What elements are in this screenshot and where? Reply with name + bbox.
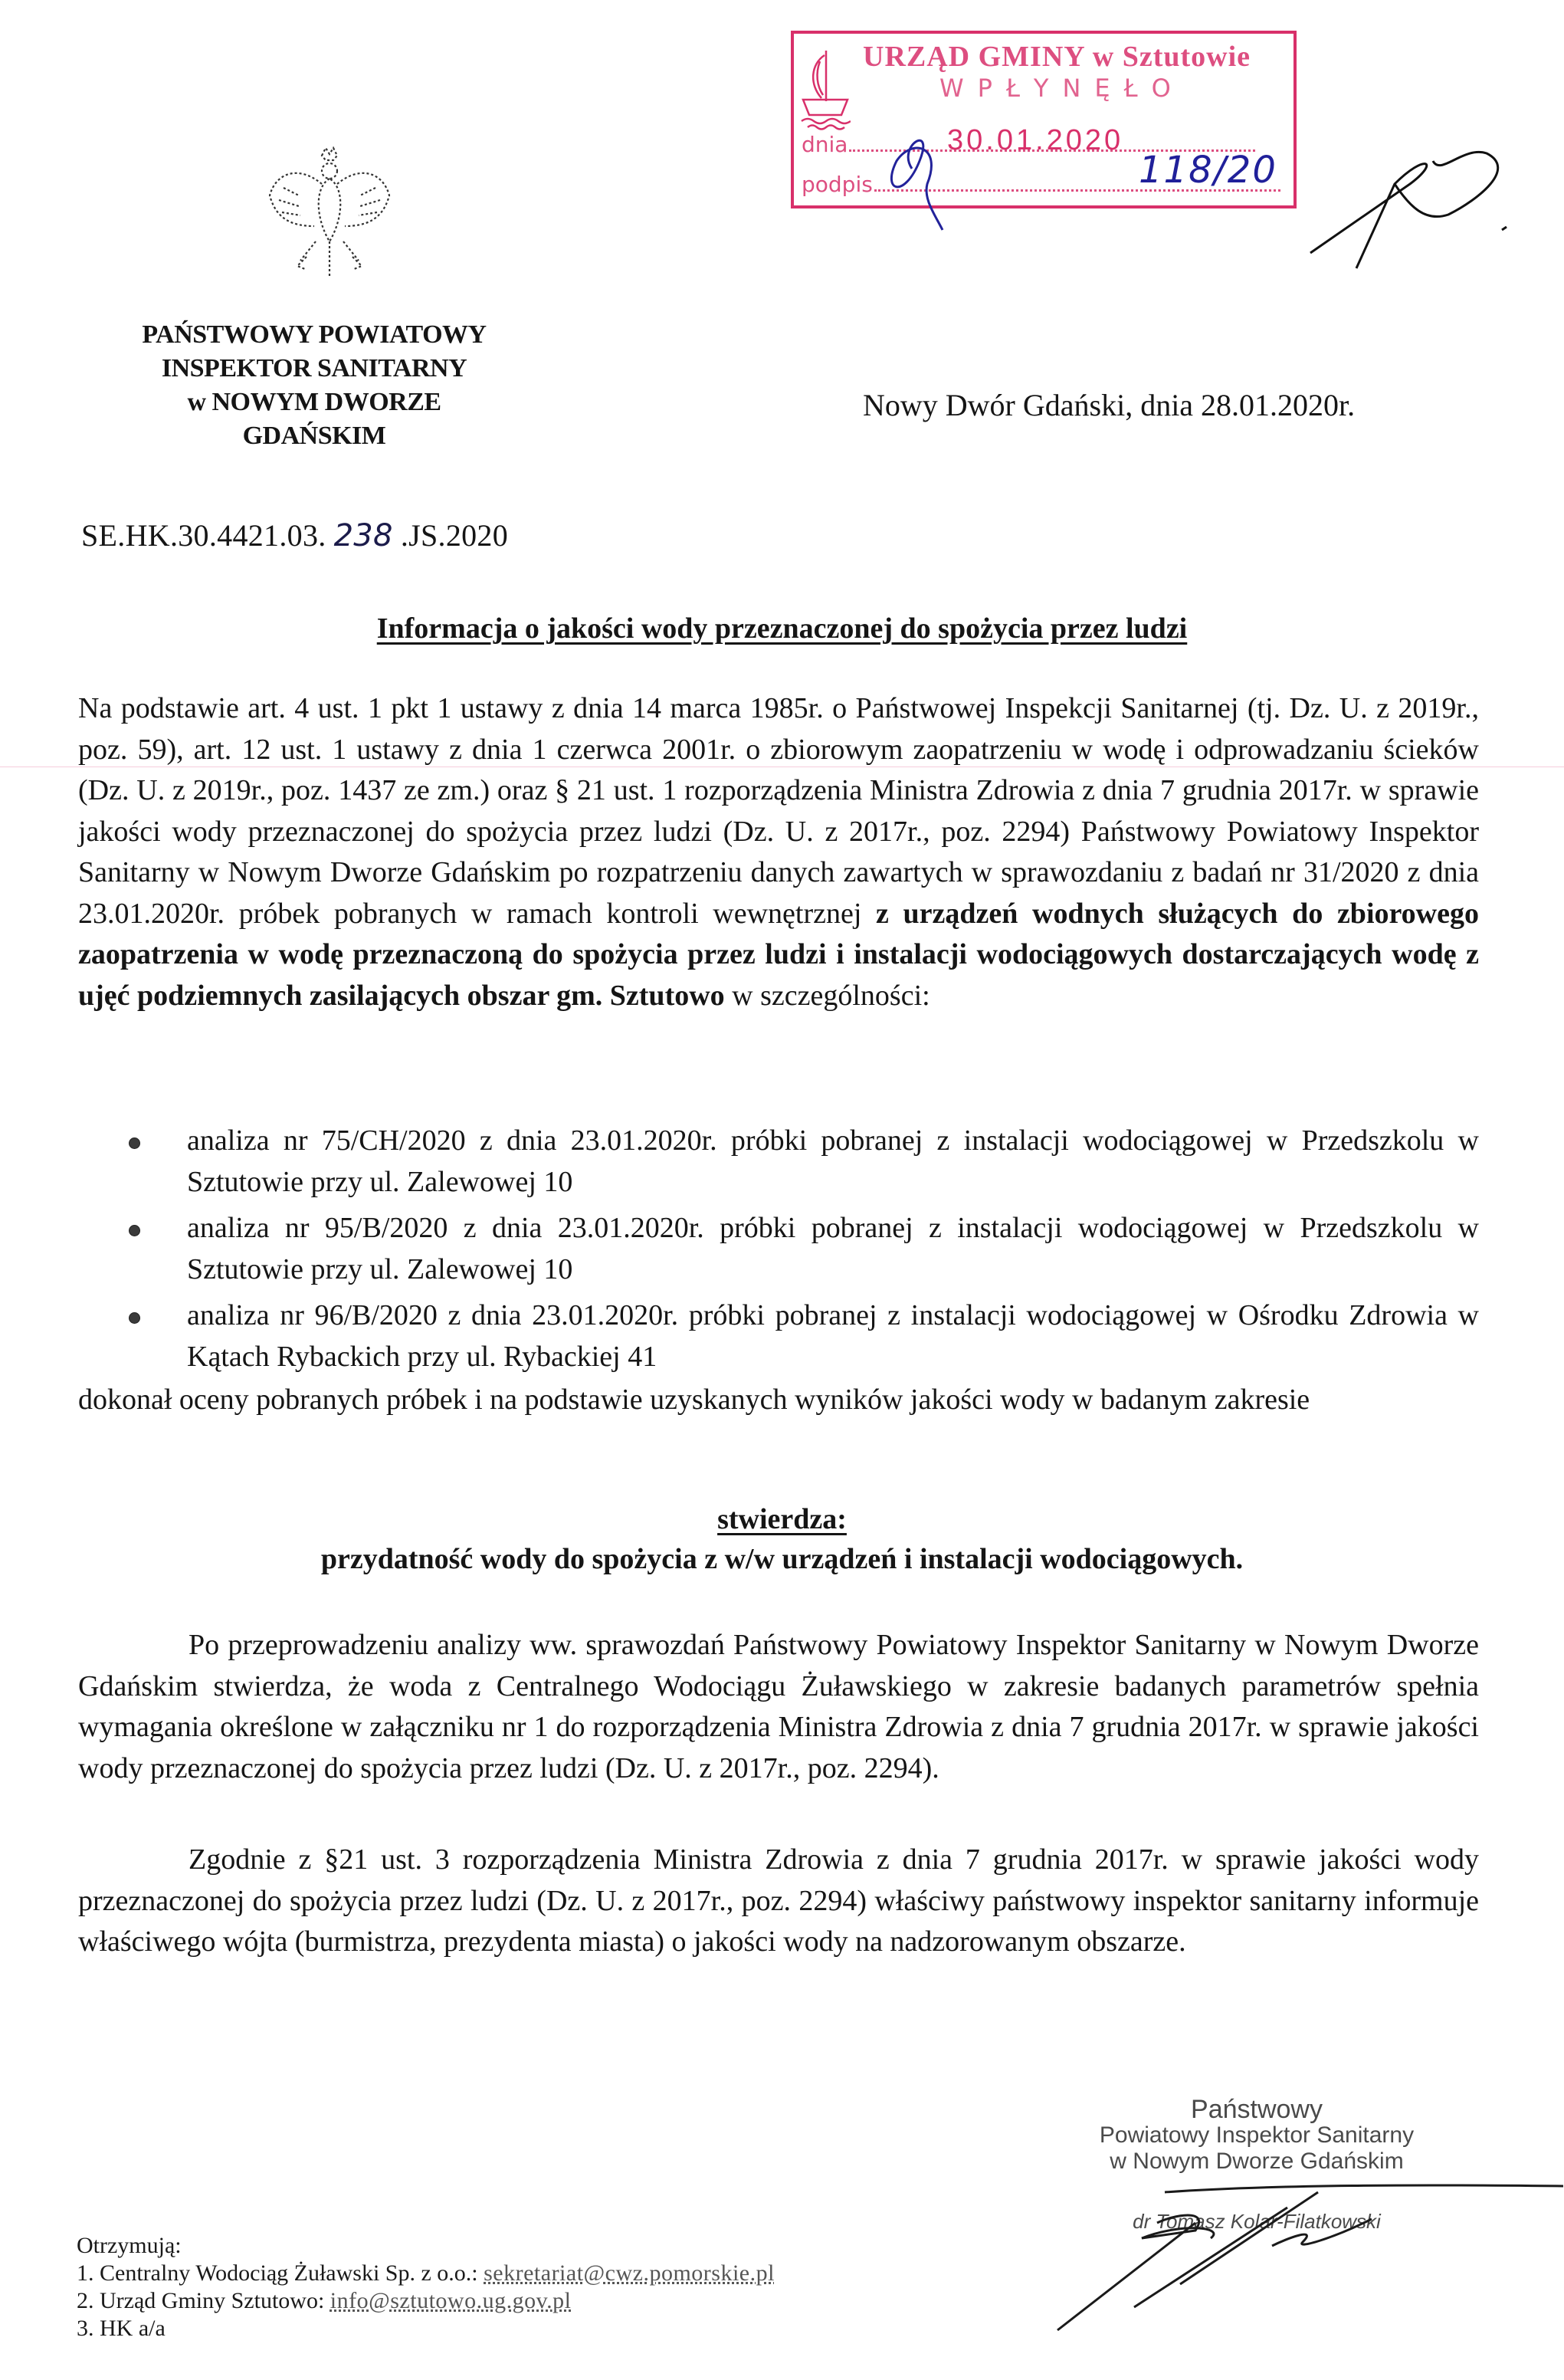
handwritten-signature-icon [1042, 2154, 1563, 2338]
list-item [78, 1295, 1479, 1377]
reference-suffix: .JS.2020 [400, 518, 509, 553]
bullet-icon [129, 1312, 140, 1324]
verdict-heading-text: stwierdza: [717, 1503, 847, 1535]
document-title [0, 612, 1564, 645]
list-item [78, 1121, 1479, 1203]
intro-text-bold: z urządzeń wodnych służących do zbiorowego zaopatrzenia w wodę przeznaczoną do spożycia przez ludzi i instalacji wodociągowych dostarczających wodę z ujęć podziemnych zasilających obszar gm. Sztutowo [78, 897, 1479, 1012]
stamp-date-label: dnia [802, 132, 848, 157]
reference-handwritten-number: 238 [333, 518, 393, 553]
stamp-signature-label: podpis [802, 172, 873, 197]
stamp-date-value: 30.01.2020 [947, 124, 1124, 156]
verdict-heading [0, 1502, 1564, 1536]
place-and-date: Nowy Dwór Gdański, dnia 28.01.2020r. [863, 388, 1356, 422]
stamp-office-name: URZĄD GMINY w Sztutowie [863, 41, 1251, 73]
authority-line: GDAŃSKIM [242, 422, 386, 450]
analysis-text: analiza nr 96/B/2020 z dnia 23.01.2020r. próbki pobranej z instalacji wodociągowej w Ośrodku Zdrowia w Kątach Rybackich przy ul. Rybackiej 41 [187, 1299, 1479, 1373]
authority-line: PAŃSTWOWY POWIATOWY [142, 320, 487, 349]
legal-note-paragraph: Zgodnie z §21 ust. 3 rozporządzenia Ministra Zdrowia z dnia 7 grudnia 2017r. w sprawie jakości wody przeznaczonej do spożycia przez ludzi (Dz. U. z 2017r., poz. 2294) właściwy państwowy inspektor sanitarny informuje właściwego wójta (burmistrza, prezydenta miasta) o jakości wody na nadzorowanym obszarze. [78, 1843, 1479, 1958]
stamp-received-label: WPŁYNĘŁO [939, 74, 1185, 103]
handwritten-initials-icon [828, 100, 1517, 276]
authority-line: w NOWYM DWORZE [187, 388, 441, 416]
bullet-icon [129, 1137, 140, 1149]
case-reference-number [81, 517, 508, 553]
assessment-paragraph: dokonał oceny pobranych próbek i na podstawie uzyskanych wyników jakości wody w badanym zakresie [78, 1384, 1310, 1416]
analysis-list [78, 1121, 1479, 1383]
conclusion-paragraph: Po przeprowadzeniu analizy ww. sprawozdań Państwowy Powiatowy Inspektor Sanitarny w Nowym Dworze Gdańskim stwierdza, że woda z Centralnego Wodociągu Żuławskiego w zakresie badanych parametrów spełnia wymagania określone w załączniku nr 1 do rozporządzenia Ministra Zdrowia z dnia 7 grudnia 2017r. w sprawie jakości wody przeznaczonej do spożycia przez ludzi (Dz. U. z 2017r., poz. 2294). [78, 1629, 1479, 1784]
bullet-icon [129, 1225, 140, 1236]
recipient-item [77, 2260, 775, 2287]
recipients-list [77, 2232, 775, 2342]
recipient-label: 1. Centralny Wodociąg Żuławski Sp. z o.o.: [77, 2260, 484, 2286]
intro-text-part1: Na podstawie art. 4 ust. 1 pkt 1 ustawy z dnia 14 marca 1985r. o Państwowej Inspekcji Sanitarnej (tj. Dz. U. z 2019r., poz. 59), art. 12 ust. 1 ustawy z dnia 1 czerwca 2001r. o zbiorowym zaopatrzeniu w wodę i odprowadzaniu ścieków (Dz. U. z 2019r., poz. 1437 ze zm.) oraz § 21 ust. 1 rozporządzenia Ministra Zdrowia z dnia 7 grudnia 2017r. w sprawie jakości wody przeznaczonej do spożycia przez ludzi (Dz. U. z 2017r., poz. 2294) Państwowy Powiatowy Inspektor Sanitarny w Nowym Dworze Gdańskim po rozpatrzeniu danych zawartych w sprawozdaniu z badań nr 31/2020 z dnia 23.01.2020r. próbek pobranych w ramach kontroli wewnętrznej [78, 692, 1479, 930]
recipient-item [77, 2287, 775, 2315]
authority-line: INSPEKTOR SANITARNY [161, 354, 467, 382]
verdict-text: przydatność wody do spożycia z w/w urządzeń i instalacji wodociągowych. [320, 1543, 1244, 1575]
recipients-heading: Otrzymują: [77, 2233, 182, 2258]
signatory-name: dr Tomasz Kolar-Filatkowski [1133, 2210, 1381, 2233]
handwritten-registration-number: 118/20 [1139, 149, 1277, 192]
signatory-line: Państwowy [1191, 2095, 1323, 2124]
reference-prefix: SE.HK.30.4421.03. [81, 518, 326, 553]
recipient-email-link[interactable]: info@sztutowo.ug.gov.pl [330, 2288, 572, 2313]
analysis-text: analiza nr 75/CH/2020 z dnia 23.01.2020r. próbki pobranej z instalacji wodociągowej w Przedszkolu w Sztutowie przy ul. Zalewowej 10 [187, 1124, 1479, 1198]
document-title-text: Informacja o jakości wody przeznaczonej do spożycia przez ludzi [376, 612, 1188, 645]
recipient-email-link[interactable]: sekretariat@cwz.pomorskie.pl [484, 2260, 775, 2286]
recipient-label: 2. Urząd Gminy Sztutowo: [77, 2288, 330, 2313]
intro-paragraph [78, 688, 1479, 1016]
signatory-line: Powiatowy Inspektor Sanitarny [1099, 2122, 1415, 2148]
signatory-line: w Nowym Dworze Gdańskim [1110, 2149, 1404, 2174]
intro-text-part2: w szczególności: [724, 979, 930, 1012]
analysis-text: analiza nr 95/B/2020 z dnia 23.01.2020r. próbki pobranej z instalacji wodociągowej w Przedszkolu w Sztutowie przy ul. Zalewowej 10 [187, 1212, 1479, 1285]
list-item [78, 1208, 1479, 1290]
recipient-item [77, 2315, 775, 2342]
issuing-authority [92, 318, 536, 453]
recipient-label: 3. HK a/a [77, 2316, 166, 2341]
polish-eagle-emblem-icon [261, 142, 398, 287]
